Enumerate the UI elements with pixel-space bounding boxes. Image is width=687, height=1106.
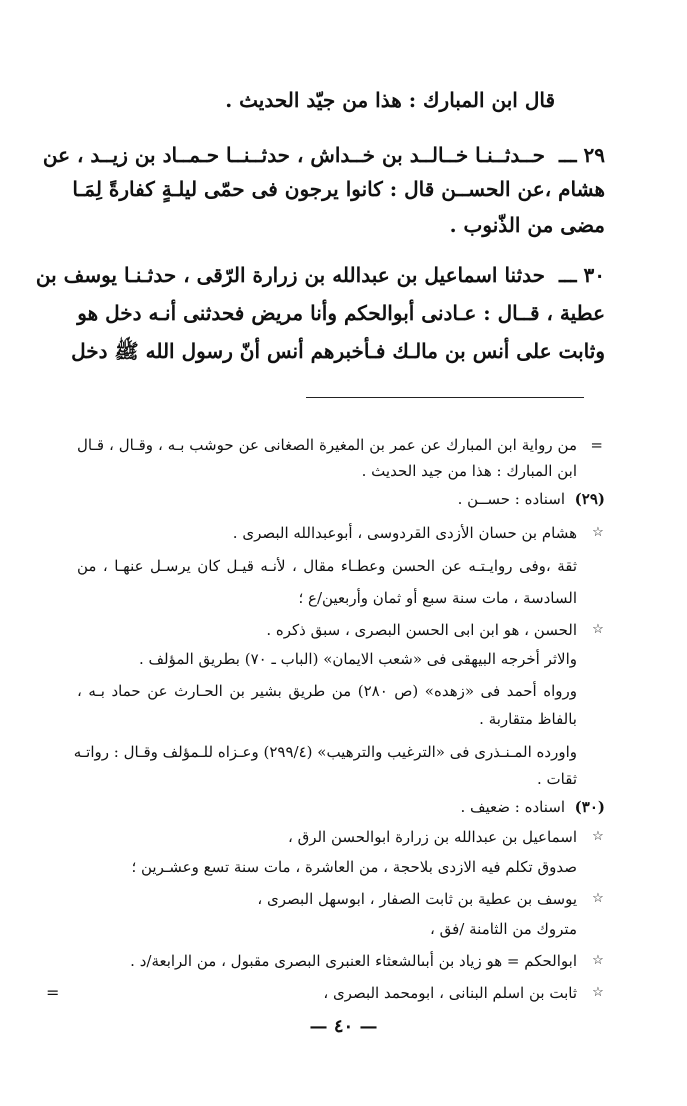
note-29-mundhiri-line-2: ثقات . (537, 770, 577, 788)
note-30-yusuf-grading: متروك من الثامنة /فق ، (430, 920, 577, 938)
star-icon: ☆ (592, 891, 604, 906)
note-29-isnad: اسناده : حســن . (457, 490, 565, 508)
hadith-30-line-1: حدثنا اسماعيل بن عبدالله بن زرارة الرّقى ، حدثـنـا يوسف بن (35, 263, 545, 287)
note-29-mundhiri-line-1: واورده المـنـذرى فى «الترغيب والترهيب» (٢٩٩/٤) وعـزاه للـمؤلف وقـال : رواتـه (73, 743, 577, 761)
note-30-narrator-abulhakam: ابوالحكم = هو زياد بن أبىالشعثاء العنبرى البصرى مقبول ، من الرابعة/د . (130, 952, 577, 970)
footnote-divider (306, 397, 584, 398)
hadith-29-line-3: مضى من الذّنوب . (449, 213, 605, 237)
note-29-ahmad-line-1: ورواه أحمد فى «زهده» (ص ٢٨٠) من طريق بشير بن الحـارث عن حماد بـه ، (77, 682, 577, 700)
star-icon: ☆ (592, 985, 604, 1000)
page-number: — ٤٠ — (309, 1016, 378, 1037)
hadith-30-line-2: عطية ، قــال : عـادنى أبوالحكم وأنا مريض فحدثنى أنـه دخل هو (77, 301, 605, 325)
note-30-narrator-yusuf: يوسف بن عطية بن ثابت الصفار ، ابوسهل البصرى ، (257, 890, 577, 908)
note-29-narrator-hisham: هشام بن حسان الأزدى القردوسى ، أبوعبدالله البصرى . (232, 524, 577, 542)
note-29-label: (٢٩) (574, 490, 605, 508)
main-line-ibn-mubarak: قال ابن المبارك : هذا من جيّد الحديث . (225, 88, 555, 112)
note-30-isnad: اسناده : ضعيف . (460, 798, 565, 816)
note-30-ismail-grading: صدوق تكلم فيه الازدى بلاحجة ، من العاشرة ، مات سنة تسع وعشـرين ؛ (131, 858, 577, 876)
note-30-label: (٣٠) (574, 798, 605, 816)
note-continuation-line-1: من رواية ابن المبارك عن عمر بن المغيرة الصغانى عن حوشب بـه ، وقـال ، قـال (77, 436, 577, 454)
star-icon: ☆ (592, 622, 604, 637)
note-29-narrator-hasan: الحسن ، هو ابن ابى الحسن البصرى ، سبق ذكره . (266, 621, 577, 639)
continuation-end-mark: = (46, 983, 60, 1002)
note-30-narrator-ismail: اسماعيل بن عبدالله بن زرارة ابوالحسن الرق ، (287, 828, 577, 846)
note-continuation-line-2: ابن المبارك : هذا من جيد الحديث . (361, 462, 577, 480)
note-29-hisham-death: السادسة ، مات سنة سبع أو ثمان وأربعين/ع ؛ (298, 589, 577, 607)
hadith-29-line-2: هشام ،عن الحســن قال : كانوا يرجون فى حمّى ليلـةٍ كفارةً لِمَـا (72, 177, 605, 201)
note-29-hisham-grading: ثقة ،وفى روايـتـه عن الحسن وعطـاء مقال ، لأنـه قيـل كان يرسـل عنهـا ، من (77, 557, 577, 575)
star-icon: ☆ (592, 829, 604, 844)
note-29-ahmad-line-2: بالفاظ متقاربة . (479, 710, 577, 728)
hadith-30-number: ٣٠ ـــ (558, 263, 605, 287)
star-icon: ☆ (592, 525, 604, 540)
hadith-29-line-1: حــدثــنـا خــالــد بن خــداش ، حدثــنــا حـمــاد بن زيــد ، عن (42, 143, 545, 167)
note-30-narrator-thabit: ثابت بن اسلم البنانى ، ابومحمد البصرى ، (323, 984, 577, 1002)
hadith-29-number: ٢٩ ـــ (558, 143, 605, 167)
note-29-bayhaqi: والاثر أخرجه البيهقى فى «شعب الايمان» (الباب ـ ٧٠) بطريق المؤلف . (138, 650, 577, 668)
hadith-30-line-3: وثابت على أنس بن مالـك فـأخبرهم أنس أنّ رسول الله ﷺ دخل (71, 339, 605, 363)
note-continuation-mark: = (590, 436, 603, 454)
star-icon: ☆ (592, 953, 604, 968)
